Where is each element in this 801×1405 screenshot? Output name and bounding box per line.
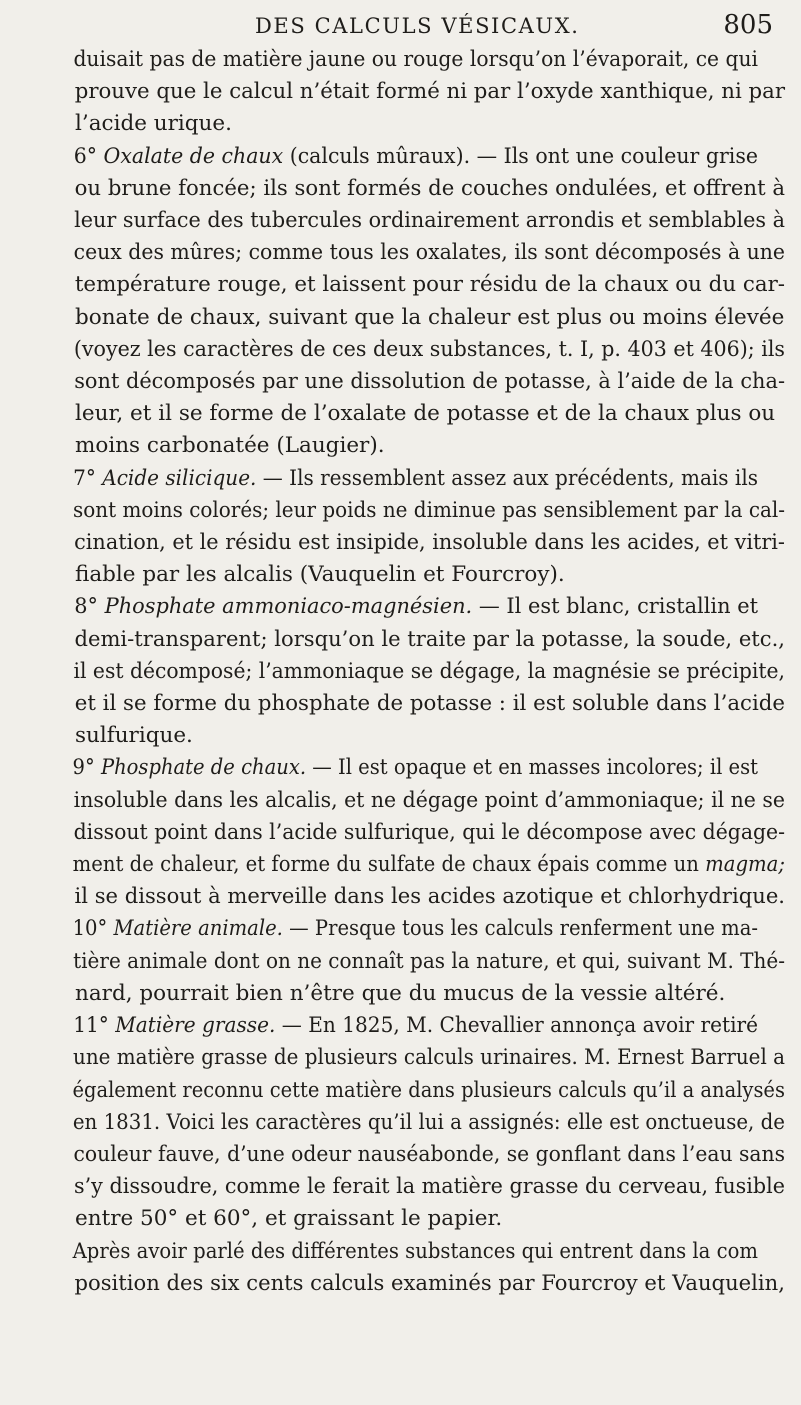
line-text: demi-transparent; lorsqu’on le traite par la potasse, la soude, etc.,: [74, 626, 785, 652]
line-text: également reconnu cette matière dans plusieurs calculs qu’il a analysés: [72, 1077, 785, 1103]
line-text: l’acide urique.: [75, 111, 232, 137]
text-line: [48, 849, 786, 881]
section-number: 9°: [72, 755, 101, 781]
line-text: cination, et le résidu est insipide, insoluble dans les acides, et vitri-: [74, 530, 785, 556]
text-line: [48, 527, 785, 559]
line-text: (calculs mûraux). — Ils ont une couleur grise: [283, 143, 758, 169]
section-title: Matière grasse.: [115, 1013, 276, 1039]
text-line: [48, 366, 786, 398]
text-line: [48, 1236, 759, 1268]
section-title: Phosphate de chaux.: [100, 755, 307, 781]
line-text: sont décomposés par une dissolution de potasse, à l’aide de la cha-: [74, 369, 786, 395]
body-text: [48, 44, 785, 1300]
line-text: dissout point dans l’acide sulfurique, qui le décompose avec dégage-: [73, 819, 786, 845]
line-text: leur surface des tubercules ordinairement arrondis et semblables à: [74, 208, 786, 234]
text-line: [48, 44, 759, 76]
line-text: leur, et il se forme de l’oxalate de potasse et de la chaux plus ou: [75, 401, 776, 427]
text-line: [48, 495, 786, 527]
line-text: ment de chaleur, et forme du sulfate de chaux épais comme un: [72, 852, 706, 878]
text-line: [48, 430, 785, 462]
line-text: ceux des mûres; comme tous les oxalates, ils sont décomposés à une: [73, 240, 785, 266]
paragraph: [48, 141, 785, 463]
line-text: bonate de chaux, suivant que la chaleur est plus ou moins élevée: [75, 304, 785, 330]
page-header: [0, 6, 801, 46]
line-text: duisait pas de matière jaune ou rouge lorsqu’on l’évaporait, ce qui: [73, 47, 759, 72]
line-text: (voyez les caractères de ces deux substances, t. I, p. 403 et 406); ils: [73, 336, 786, 362]
text-line: [48, 108, 785, 140]
line-text: une matière grasse de plusieurs calculs urinaires. M. Ernest Barruel a: [72, 1045, 786, 1071]
text-line: [48, 656, 786, 688]
text-line: [48, 946, 786, 978]
text-line: [48, 463, 759, 495]
line-text: Après avoir parlé des différentes substances qui entrent dans la com: [72, 1238, 759, 1264]
section-title: Acide silicique.: [102, 465, 257, 491]
line-text: il est décomposé; l’ammoniaque se dégage, la magnésie se précipite,: [73, 658, 786, 684]
line-text: entre 50° et 60°, et graissant le papier.: [75, 1206, 503, 1232]
line-text: et il se forme du phosphate de potasse : il est soluble dans l’acide: [74, 691, 786, 717]
text-line: [48, 978, 785, 1010]
line-text: couleur fauve, d’une odeur nauséabonde, se gonflant dans l’eau sans: [73, 1141, 786, 1167]
text-line: [48, 817, 786, 849]
text-line: [48, 173, 786, 205]
text-line: [48, 688, 786, 720]
text-line: [48, 1075, 785, 1107]
section-title: Matière animale.: [113, 916, 283, 942]
section-number: 11°: [73, 1013, 116, 1039]
text-line: [48, 559, 785, 591]
line-text: fiable par les alcalis (Vauquelin et Fourcroy).: [75, 562, 565, 588]
paragraph: [48, 913, 785, 1010]
line-text: — Ils ressemblent assez aux précédents, mais ils: [256, 465, 759, 491]
line-text: nard, pourrait bien n’être que du mucus de la vessie altéré.: [75, 980, 726, 1006]
section-number: 10°: [72, 916, 114, 942]
paragraph: [48, 1236, 785, 1300]
text-line: [48, 591, 764, 623]
text-line: [48, 269, 786, 301]
text-line: [48, 1139, 786, 1171]
line-text: — En 1825, M. Chevallier annonça avoir retiré: [275, 1013, 758, 1039]
text-line: [48, 881, 786, 913]
text-line: [48, 76, 785, 108]
line-text: s’y dissoudre, comme le ferait la matière grasse du cerveau, fusible: [73, 1174, 786, 1200]
paragraph: [48, 752, 785, 913]
italic-word: magma;: [705, 852, 786, 878]
line-text: position des six cents calculs examinés par Fourcroy et Vauquelin,: [74, 1270, 785, 1296]
paragraph: [48, 1010, 785, 1235]
text-line: [48, 624, 785, 656]
text-line: [48, 302, 785, 334]
paragraph: [48, 463, 785, 592]
text-line: [48, 1268, 785, 1300]
line-text: prouve que le calcul n’était formé ni par l’oxyde xanthique, ni par: [74, 79, 785, 105]
section-number: 8°: [74, 594, 105, 620]
text-line: [48, 141, 758, 173]
paragraph: [48, 44, 785, 141]
line-text: sont moins colorés; leur poids ne diminue pas sensiblement par la cal-: [73, 497, 786, 523]
line-text: — Il est blanc, cristallin et: [472, 594, 758, 620]
text-line: [48, 720, 785, 752]
section-number: 7°: [73, 465, 103, 491]
section-title: Phosphate ammoniaco-magnésien.: [104, 594, 473, 620]
line-text: tière animale dont on ne connaît pas la nature, et qui, suivant M. Thé-: [73, 948, 786, 974]
section-number: 6°: [73, 143, 104, 169]
text-line: [48, 237, 785, 269]
text-line: [48, 752, 758, 784]
text-line: [48, 785, 785, 817]
text-line: [48, 1171, 786, 1203]
line-text: — Presque tous les calculs renferment une ma-: [282, 916, 759, 942]
line-text: insoluble dans les alcalis, et ne dégage point d’ammoniaque; il ne se: [73, 787, 785, 813]
text-line: [48, 398, 785, 430]
line-text: température rouge, et laissent pour résidu de la chaux ou du car-: [74, 272, 786, 298]
page-number: 805: [723, 10, 773, 40]
text-line: [48, 1107, 786, 1139]
line-text: en 1831. Voici les caractères qu’il lui a assignés: elle est onctueuse, de: [72, 1109, 786, 1135]
line-text: — Il est opaque et en masses incolores; il est: [306, 755, 758, 781]
line-text: ou brune foncée; ils sont formés de couches ondulées, et offrent à: [74, 175, 786, 201]
line-text: il se dissout à merveille dans les acides azotique et chlorhydrique.: [74, 884, 786, 910]
text-line: [48, 1042, 786, 1074]
line-text: moins carbonatée (Laugier).: [75, 433, 385, 459]
running-title: DES CALCULS VÉSICAUX.: [255, 14, 580, 38]
line-text: sulfurique.: [75, 723, 193, 749]
text-line: [48, 1010, 758, 1042]
text-line: [48, 205, 786, 237]
section-title: Oxalate de chaux: [103, 143, 284, 169]
text-line: [48, 913, 759, 945]
text-line: [48, 1203, 785, 1235]
text-line: [48, 334, 786, 366]
paragraph: [48, 591, 785, 752]
